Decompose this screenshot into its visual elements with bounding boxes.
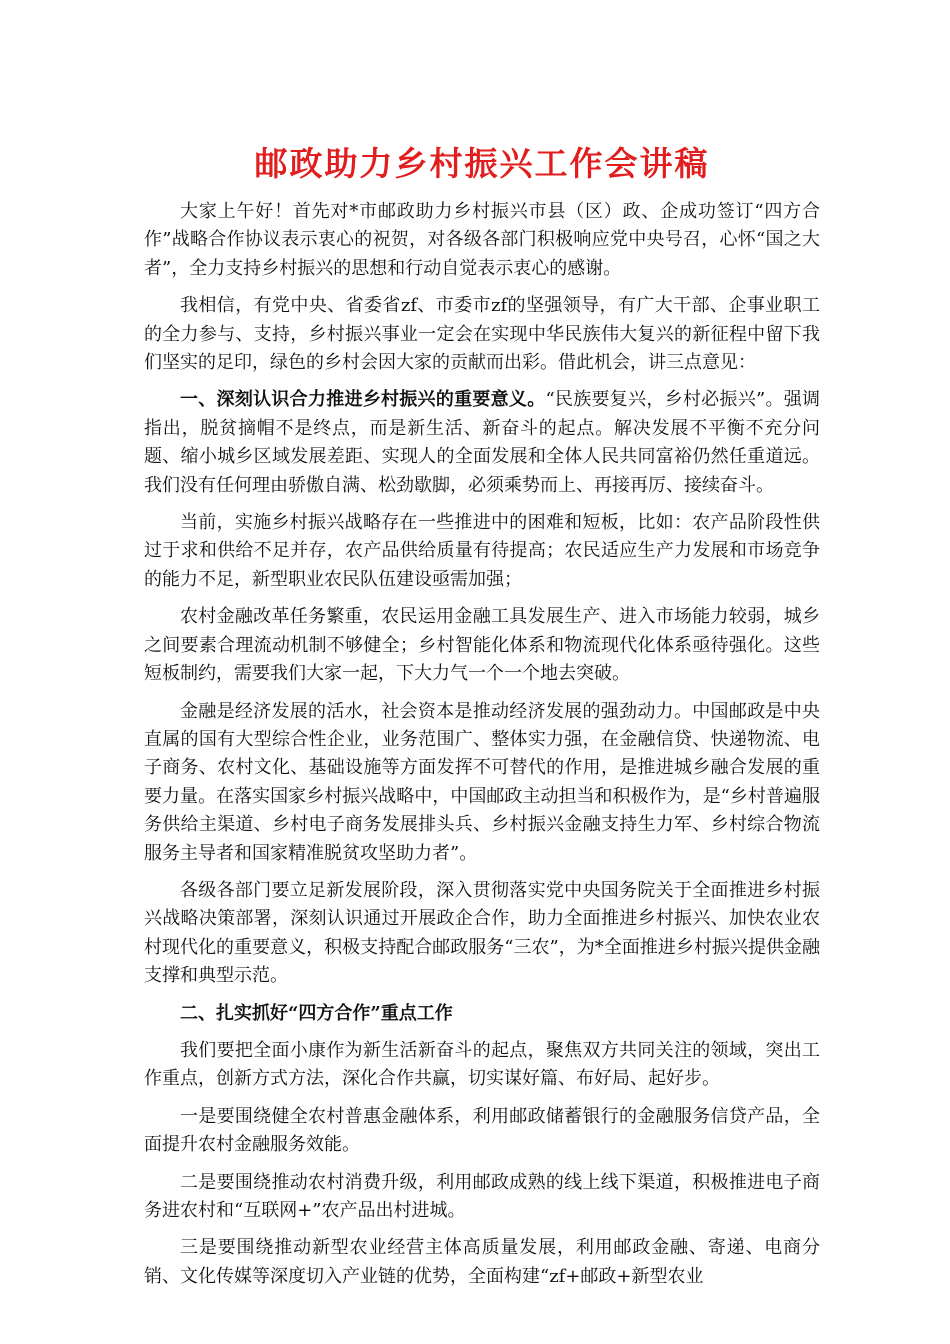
paragraph-text: 我们要把全面小康作为新生活新奋斗的起点，聚焦双方共同关注的领域，突出工作重点，创新方式方法，深化合作共赢，切实谋好篇、布好局、起好步。 <box>144 1039 820 1090</box>
paragraph-3 <box>144 386 820 500</box>
paragraph-text: 二是要围绕推动农村消费升级，利用邮政成熟的线上线下渠道，积极推进电子商务进农村和“互联网+”农产品出村进城。 <box>144 1171 820 1221</box>
paragraph-10 <box>144 1103 820 1160</box>
paragraph-text: 三是要围绕推动新型农业经营主体高质量发展，利用邮政金融、寄递、电商分销、文化传媒等深度切入产业链的优势，全面构建“zf+邮政+新型农业 <box>144 1237 820 1287</box>
section-heading-1: 一、深刻认识合力推进乡村振兴的重要意义。 <box>180 389 546 411</box>
paragraph-12 <box>144 1234 820 1291</box>
document-page <box>144 140 820 1300</box>
paragraph-9 <box>144 1037 820 1094</box>
paragraph-text: “民族要复兴，乡村必振兴”。强调指出，脱贫摘帽不是终点，而是新生活、新奋斗的起点。解决发展不平衡不充分问题、缩小城乡区域发展差距、实现人的全面发展和全体人民共同富裕仍然任重道远。我们没有任何理由骄傲自满、松劲歇脚，必须乘势而上、再接再厉、接续奋斗。 <box>144 389 820 496</box>
paragraph-5 <box>144 603 820 688</box>
paragraph-11 <box>144 1169 820 1226</box>
paragraph-4 <box>144 509 820 594</box>
paragraph-text: 金融是经济发展的活水，社会资本是推动经济发展的强劲动力。中国邮政是中央直属的国有大型综合性企业，业务范围广、整体实力强，在金融信贷、快递物流、电子商务、农村文化、基础设施等方面发挥不可替代的作用，是推进城乡融合发展的重要力量。在落实国家乡村振兴战略中，中国邮政主动担当和积极作为，是“乡村普遍服务供给主渠道、乡村电子商务发展排头兵、乡村振兴金融支持生力军、乡村综合物流服务主导者和国家精准脱贫攻坚助力者”。 <box>144 700 820 864</box>
paragraph-7 <box>144 877 820 991</box>
paragraph-8 <box>144 1000 820 1028</box>
section-heading-2: 二、扎实抓好“四方合作”重点工作 <box>180 1002 453 1024</box>
paragraph-text: 各级各部门要立足新发展阶段，深入贯彻落实党中央国务院关于全面推进乡村振兴战略决策部署，深刻认识通过开展政企合作，助力全面推进乡村振兴、加快农业农村现代化的重要意义，积极支持配合邮政服务“三农”，为*全面推进乡村振兴提供金融支撑和典型示范。 <box>144 879 820 987</box>
paragraph-6 <box>144 698 820 868</box>
paragraph-text: 农村金融改革任务繁重，农民运用金融工具发展生产、进入市场能力较弱，城乡之间要素合理流动机制不够健全；乡村智能化体系和物流现代化体系亟待强化。这些短板制约，需要我们大家一起，下大力气一个一个地去突破。 <box>144 606 820 685</box>
document-title: 邮政助力乡村振兴工作会讲稿 <box>254 144 710 183</box>
paragraph-text: 一是要围绕健全农村普惠金融体系，利用邮政储蓄银行的金融服务信贷产品，全面提升农村金融服务效能。 <box>144 1105 820 1156</box>
paragraph-1 <box>144 198 820 283</box>
paragraph-text: 大家上午好！首先对*市邮政助力乡村振兴市县（区）政、企成功签订“四方合作”战略合作协议表示衷心的祝贺，对各级各部门积极响应党中央号召，心怀“国之大者”，全力支持乡村振兴的思想和行动自觉表示衷心的感谢。 <box>144 201 820 279</box>
paragraph-text: 当前，实施乡村振兴战略存在一些推进中的困难和短板，比如：农产品阶段性供过于求和供给不足并存，农产品供给质量有待提高；农民适应生产力发展和市场竞争的能力不足，新型职业农民队伍建设亟需加强； <box>144 512 820 590</box>
paragraph-text: 我相信，有党中央、省委省zf、市委市zf的坚强领导，有广大干部、企事业职工的全力参与、支持，乡村振兴事业一定会在实现中华民族伟大复兴的新征程中留下我们坚实的足印，绿色的乡村会因大家的贡献而出彩。借此机会，讲三点意见： <box>144 295 820 374</box>
paragraph-2 <box>144 292 820 377</box>
